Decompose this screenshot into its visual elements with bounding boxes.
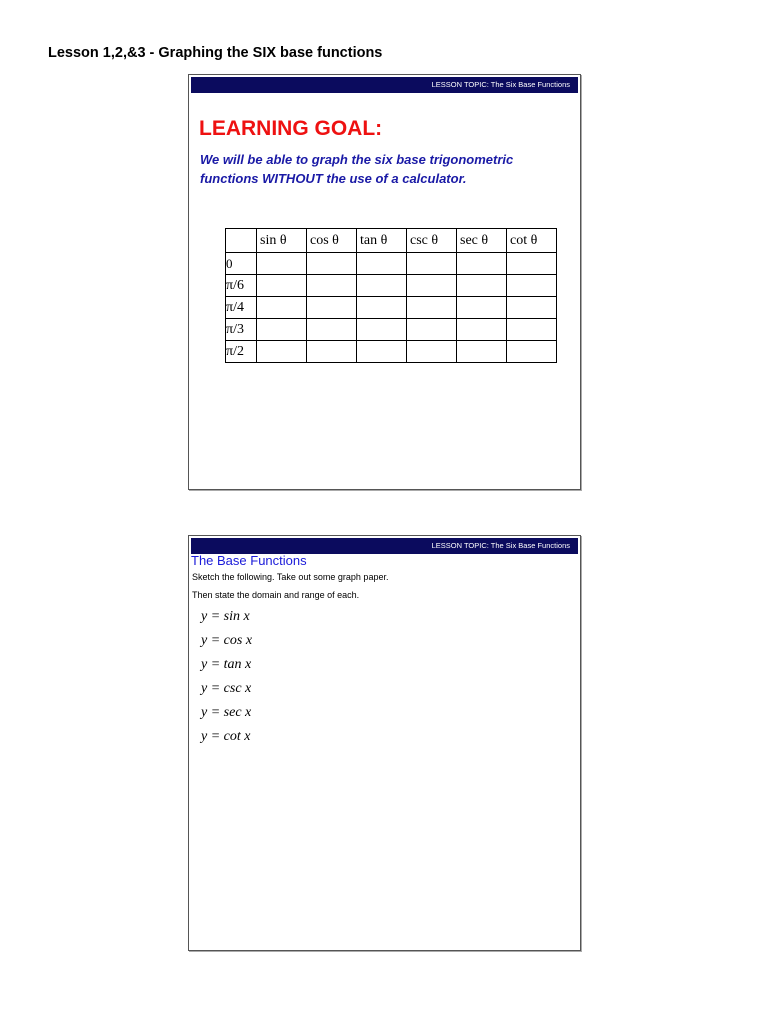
equation-tan: y = tan x — [201, 657, 252, 672]
table-cell — [307, 275, 357, 297]
table-cell — [457, 319, 507, 341]
table-cell — [257, 319, 307, 341]
equation-csc: y = csc x — [201, 681, 252, 696]
table-cell — [357, 253, 407, 275]
angle-cell: π/3 — [226, 319, 257, 341]
table-cell — [407, 253, 457, 275]
table-cell — [407, 341, 457, 363]
angle-cell: π/4 — [226, 297, 257, 319]
table-cell — [307, 319, 357, 341]
base-functions-heading: The Base Functions — [191, 553, 307, 568]
table-row — [226, 341, 557, 363]
header-cos: cos θ — [307, 229, 357, 253]
table-row — [226, 253, 557, 275]
table-cell — [507, 253, 557, 275]
goal-line-2: functions WITHOUT the use of a calculator. — [200, 171, 467, 186]
instruction-text: Then state the domain and range of each. — [192, 590, 360, 600]
table-cell — [507, 341, 557, 363]
table-cell — [457, 253, 507, 275]
table-cell — [357, 297, 407, 319]
table-cell — [407, 275, 457, 297]
table-cell — [457, 341, 507, 363]
equation-cot: y = cot x — [201, 729, 251, 744]
table-cell — [357, 319, 407, 341]
table-row — [226, 319, 557, 341]
base-functions-slide — [188, 535, 581, 951]
angle-cell: π/2 — [226, 341, 257, 363]
table-cell — [307, 341, 357, 363]
trig-values-table — [225, 228, 557, 363]
table-cell — [407, 319, 457, 341]
table-cell — [407, 297, 457, 319]
header-csc: csc θ — [407, 229, 457, 253]
table-header-row — [226, 229, 557, 253]
goal-line-1: We will be able to graph the six base trigonometric — [200, 152, 514, 167]
equation-sin: y = sin x — [201, 609, 250, 624]
table-row — [226, 275, 557, 297]
learning-goal-slide — [188, 74, 581, 490]
table-cell — [507, 297, 557, 319]
table-cell — [357, 275, 407, 297]
table-corner-cell — [226, 229, 257, 253]
table-cell — [457, 297, 507, 319]
equation-sec: y = sec x — [201, 705, 252, 720]
lesson-topic-bar: LESSON TOPIC: The Six Base Functions — [191, 538, 578, 554]
table-cell — [257, 297, 307, 319]
table-cell — [257, 341, 307, 363]
table-cell — [307, 297, 357, 319]
table-cell — [457, 275, 507, 297]
table-cell — [307, 253, 357, 275]
table-row — [226, 297, 557, 319]
instruction-text: Sketch the following. Take out some graph paper. — [192, 572, 389, 582]
equation-cos: y = cos x — [201, 633, 253, 648]
table-cell — [357, 341, 407, 363]
header-sec: sec θ — [457, 229, 507, 253]
header-cot: cot θ — [507, 229, 557, 253]
angle-cell: π/6 — [226, 275, 257, 297]
table-cell — [257, 275, 307, 297]
table-cell — [507, 275, 557, 297]
angle-cell: 0 — [226, 253, 257, 275]
header-tan: tan θ — [357, 229, 407, 253]
learning-goal-heading: LEARNING GOAL: — [199, 117, 383, 140]
lesson-topic-bar: LESSON TOPIC: The Six Base Functions — [191, 77, 578, 93]
page-title: Lesson 1,2,&3 - Graphing the SIX base functions — [48, 45, 383, 61]
header-sin: sin θ — [257, 229, 307, 253]
table-cell — [507, 319, 557, 341]
learning-goal-text — [200, 150, 570, 188]
table-cell — [257, 253, 307, 275]
